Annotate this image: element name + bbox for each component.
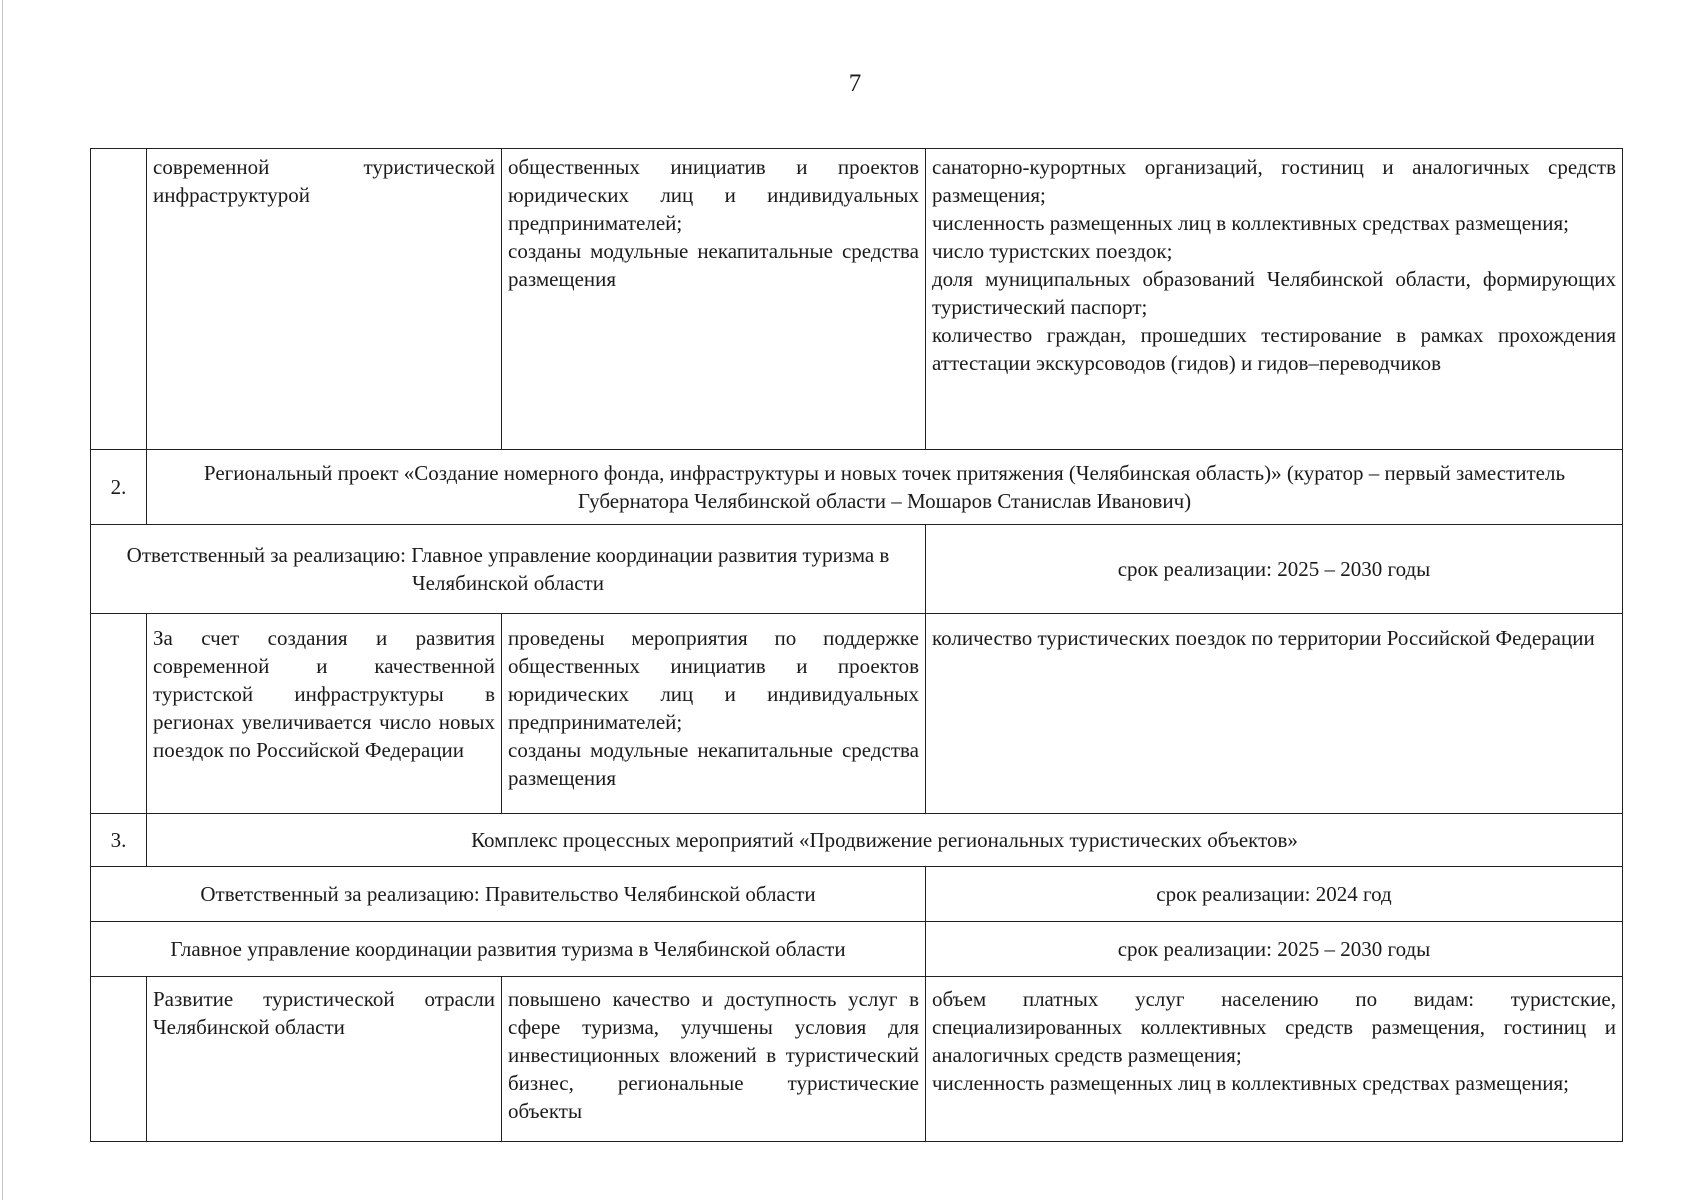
number-cell — [91, 614, 147, 814]
indicators-cell — [926, 977, 1623, 1142]
indicators-cell — [926, 614, 1623, 814]
indicator-item: количество граждан, прошедших тестирование в рамках прохождения аттестации экскурсоводов (гидов) и гидов–переводчиков — [932, 323, 1616, 375]
indicator-item: число туристских поездок; — [932, 239, 1173, 263]
page-number: 7 — [848, 70, 862, 97]
responsible-row — [91, 922, 1623, 977]
goal-cell: современной туристической инфраструктурой — [147, 149, 502, 450]
section-title: Региональный проект «Создание номерного фонда, инфраструктуры и новых точек притяжения (Челябинская область)» (куратор – первый заместитель Губернатора Челябинской области – Мошаров Станислав Иванович) — [147, 450, 1623, 525]
term-cell: срок реализации: 2025 – 2030 годы — [926, 922, 1623, 977]
result-item: проведены мероприятия по поддержке общественных инициатив и проектов юридических лиц и индивидуальных предпринимателей; — [508, 626, 919, 734]
responsible-cell: Ответственный за реализацию: Правительство Челябинской области — [91, 867, 926, 922]
goal-cell: За счет создания и развития современной и качественной туристской инфраструктуры в регионах увеличивается число новых поездок по Российской Федерации — [147, 614, 502, 814]
section-title: Комплекс процессных мероприятий «Продвижение региональных туристических объектов» — [147, 814, 1623, 867]
term-cell: срок реализации: 2024 год — [926, 867, 1623, 922]
section-number: 3. — [91, 814, 147, 867]
result-item: общественных инициатив и проектов юридических лиц и индивидуальных предпринимателей; — [508, 155, 919, 235]
section-number: 2. — [91, 450, 147, 525]
responsible-cell: Ответственный за реализацию: Главное управление координации развития туризма в Челябинской области — [91, 525, 926, 614]
results-cell — [502, 977, 926, 1142]
responsible-row — [91, 867, 1623, 922]
indicator-item: санаторно-курортных организаций, гостиниц и аналогичных средств размещения; — [932, 155, 1616, 207]
program-table — [90, 148, 1623, 1142]
indicator-item: доля муниципальных образований Челябинской области, формирующих туристический паспорт; — [932, 267, 1616, 319]
results-cell — [502, 614, 926, 814]
section-header-row — [91, 450, 1623, 525]
number-cell — [91, 977, 147, 1142]
term-cell: срок реализации: 2025 – 2030 годы — [926, 525, 1623, 614]
indicator-item: количество туристических поездок по территории Российской Федерации — [932, 626, 1595, 650]
table-row — [91, 149, 1623, 450]
section-header-row — [91, 814, 1623, 867]
indicator-item: численность размещенных лиц в коллективных средствах размещения; — [932, 1071, 1570, 1095]
table-row — [91, 614, 1623, 814]
responsible-row — [91, 525, 1623, 614]
goal-cell: Развитие туристической отрасли Челябинской области — [147, 977, 502, 1142]
result-item: повышено качество и доступность услуг в сфере туризма, улучшены условия для инвестиционных вложений в туристический бизнес, региональные туристические объекты — [508, 987, 919, 1123]
indicators-cell — [926, 149, 1623, 450]
table-row — [91, 977, 1623, 1142]
results-cell — [502, 149, 926, 450]
result-item: созданы модульные некапитальные средства размещения — [508, 738, 919, 790]
responsible-cell: Главное управление координации развития туризма в Челябинской области — [91, 922, 926, 977]
scan-edge — [2, 0, 3, 1200]
indicator-item: численность размещенных лиц в коллективных средствах размещения; — [932, 211, 1570, 235]
indicator-item: объем платных услуг населению по видам: туристские, специализированных коллективных средств размещения, гостиниц и аналогичных средств размещения; — [932, 987, 1616, 1067]
result-item: созданы модульные некапитальные средства размещения — [508, 239, 919, 291]
number-cell — [91, 149, 147, 450]
